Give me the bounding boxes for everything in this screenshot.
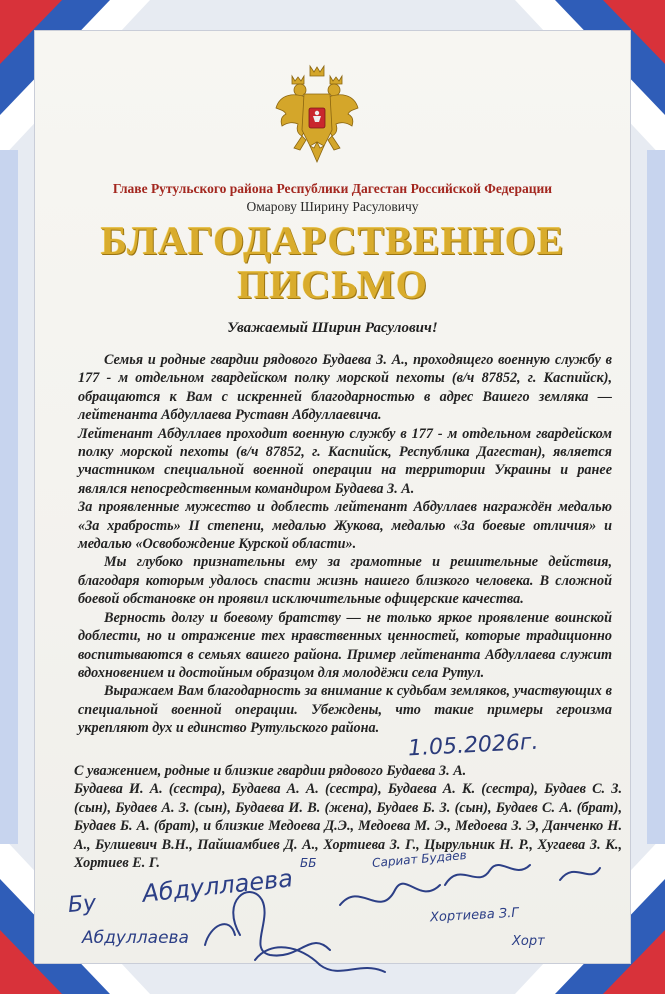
signature-bb: ББ bbox=[300, 856, 317, 870]
signature-abdullaeva-1: Абдуллаева bbox=[140, 864, 295, 908]
signature-abdullaeva-2: Абдуллаева bbox=[82, 928, 189, 948]
addressee-name: Омарову Ширину Расуловичу bbox=[246, 199, 419, 214]
signatories-list: Будаева И. А. (сестра), Будаева А. А. (сестра), Будаева А. К. (сестра), Будаев С. З. (сын), Будаев А. З. (сын), Будаева И. В. (жена), Будаев Б. З. (сын), Будаев С. А. (брат), Будаев Б. А. (брат), и близкие Медоева Д.Э., Медоева М. Э., Медоева З. Э, Данченко Н. А., Булшевич В.Н., Пайшамбиев Д. А., Хортиева З. Г., Цырульник Н. Р., Хугаева З. К., Хортиев Е. Г. bbox=[74, 781, 622, 872]
paragraph-intro: Семья и родные гвардии рядового Будаева З. А., проходящего военную службу в 177 - м отдельном гвардейском полку морской пехоты (в/ч 87852, г. Каспийск), обращаются к Вам с искренней благодарностью в адрес Вашего земляка — лейтенанта Абдуллаева Руставн Абдуллаевича. bbox=[78, 352, 612, 424]
signature-sariat: Сариат Будаев bbox=[371, 847, 468, 871]
document-title-line-2: ПИСЬМО bbox=[237, 262, 428, 307]
paragraph-awards: За проявленные мужество и доблесть лейтенант Абдуллаев награждён медалью «За храбрость» II степени, медалью Жукова, медалью «За боевые отличия» и медалью «Освобождение Курской области». bbox=[78, 499, 612, 553]
paragraph-thanks: Выражаем Вам благодарность за внимание к судьбам земляков, участвующих в специальной военной операции. Убеждены, что такие примеры героизма укрепляют дух и единство Рутульского района. bbox=[78, 683, 612, 737]
handwritten-date: 1.05.2026г. bbox=[407, 729, 540, 762]
signature-bu: Бу bbox=[67, 891, 97, 918]
closing-line: С уважением, родные и близкие гвардии рядового Будаева З. А. bbox=[74, 763, 467, 779]
addressee-title: Главе Рутульского района Республики Дагестан Российской Федерации bbox=[112, 181, 553, 196]
paragraph-values: Верность долгу и боевому братству — не только яркое проявление воинской доблести, но и отражение тех нравственных ценностей, которые традиционно воспитываются в семьях вашего района. Пример лейтенанта Абдуллаева служит вдохновением и достойным образцом для молодёжи села Рутул. bbox=[78, 609, 612, 681]
document-title-line-1: БЛАГОДАРСТВЕННОЕ bbox=[100, 218, 565, 263]
signature-khort: Хорт bbox=[512, 934, 545, 949]
greeting: Уважаемый Ширин Расулович! bbox=[227, 320, 438, 336]
paragraph-service: Лейтенант Абдуллаев проходит военную службу в 177 - м отдельном гвардейском полку морской пехоты (в/ч 87852, г. Каспийск, Республика Дагестан), является участником специальной военной операции на территории Украины и ранее являлся непосредственным командиром Будаева З. А. bbox=[78, 425, 612, 497]
signature-khortieva: Хортиева З.Г bbox=[429, 905, 519, 926]
paragraph-gratitude: Мы глубоко признательны ему за грамотные и решительные действия, благодаря которым удалось спасти жизнь нашего близкого человека. В сложной боевой обстановке он проявил исключительные офицерские качества. bbox=[78, 554, 612, 608]
